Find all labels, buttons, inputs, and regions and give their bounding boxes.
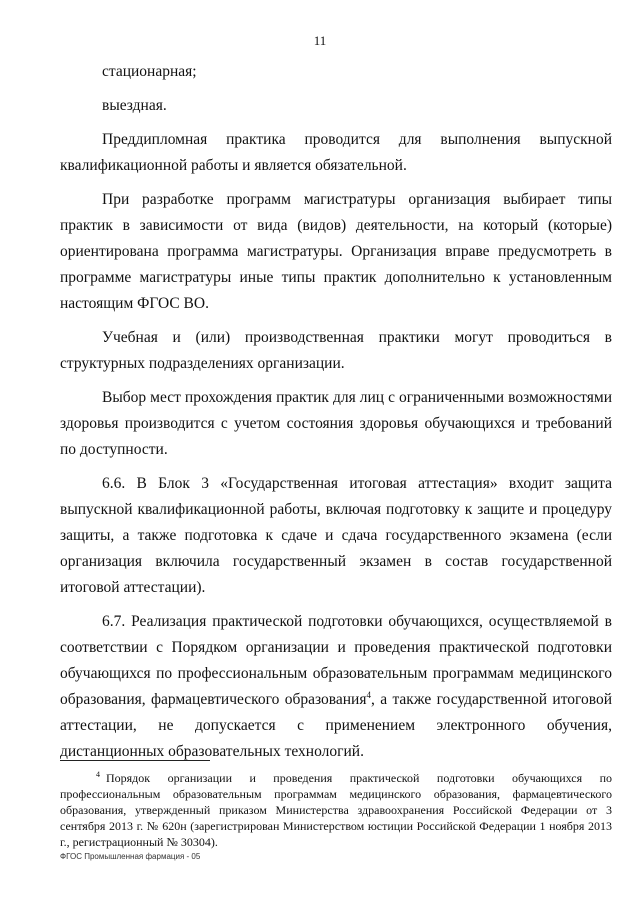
paragraph-6-7 — [60, 609, 612, 765]
paragraph: Выбор мест прохождения практик для лиц с ограниченными возможностями здоровья производится с учетом состояния здоровья обучающихся и требований по доступности. — [60, 389, 612, 458]
footnote — [60, 770, 612, 850]
list-item: выездная. — [102, 97, 167, 114]
paragraph: 6.6. В Блок 3 «Государственная итоговая аттестация» входит защита выпускной квалификационной работы, включая подготовку к защите и процедуру защиты, а также подготовка к сдаче и сдача государственного экзамена (если организация включила государственный экзамен в состав государственной итоговой аттестации). — [60, 475, 612, 596]
footnote-separator — [60, 760, 210, 761]
page-number: 11 — [313, 33, 327, 48]
paragraph-text: 6.7. Реализация практической подготовки обучающихся, осуществляемой в соответствии с Порядком организации и проведения практической подготовки обучающихся по профессиональным образовательным программам медицинского образования, фармацевтического образования — [60, 613, 612, 708]
footnote-text: Порядок организации и проведения практической подготовки обучающихся по профессиональным образовательным программам медицинского образования, фармацевтического образования, утвержденный приказом Министерства здравоохранения Российской Федерации от 3 сентября 2013 г. № 620н (зарегистрирован Министерством юстиции Российской Федерации 1 ноября 2013 г., регистрационный № 30304). — [60, 771, 612, 849]
paragraph: При разработке программ магистратуры организация выбирает типы практик в зависимости от вида (видов) деятельности, на который (которые) ориентирована программа магистратуры. Организация вправе предусмотреть в программе магистратуры иные типы практик дополнительно к установленным настоящим ФГОС ВО. — [60, 191, 612, 312]
footnote-marker: 4 — [96, 770, 100, 779]
paragraph: Преддипломная практика проводится для выполнения выпускной квалификационной работы и является обязательной. — [60, 131, 612, 174]
paragraph-text: , а также государственной итоговой аттестации, не допускается с применением электронного обучения, дистанционных образовательных технологий. — [60, 691, 613, 760]
page-footer: ФГОС Промышленная фармация - 05 — [60, 852, 201, 861]
main-text — [60, 59, 612, 773]
list-item: стационарная; — [102, 63, 197, 80]
paragraph: Учебная и (или) производственная практики могут проводиться в структурных подразделениях организации. — [60, 329, 612, 372]
footnote-reference: 4 — [366, 689, 371, 700]
